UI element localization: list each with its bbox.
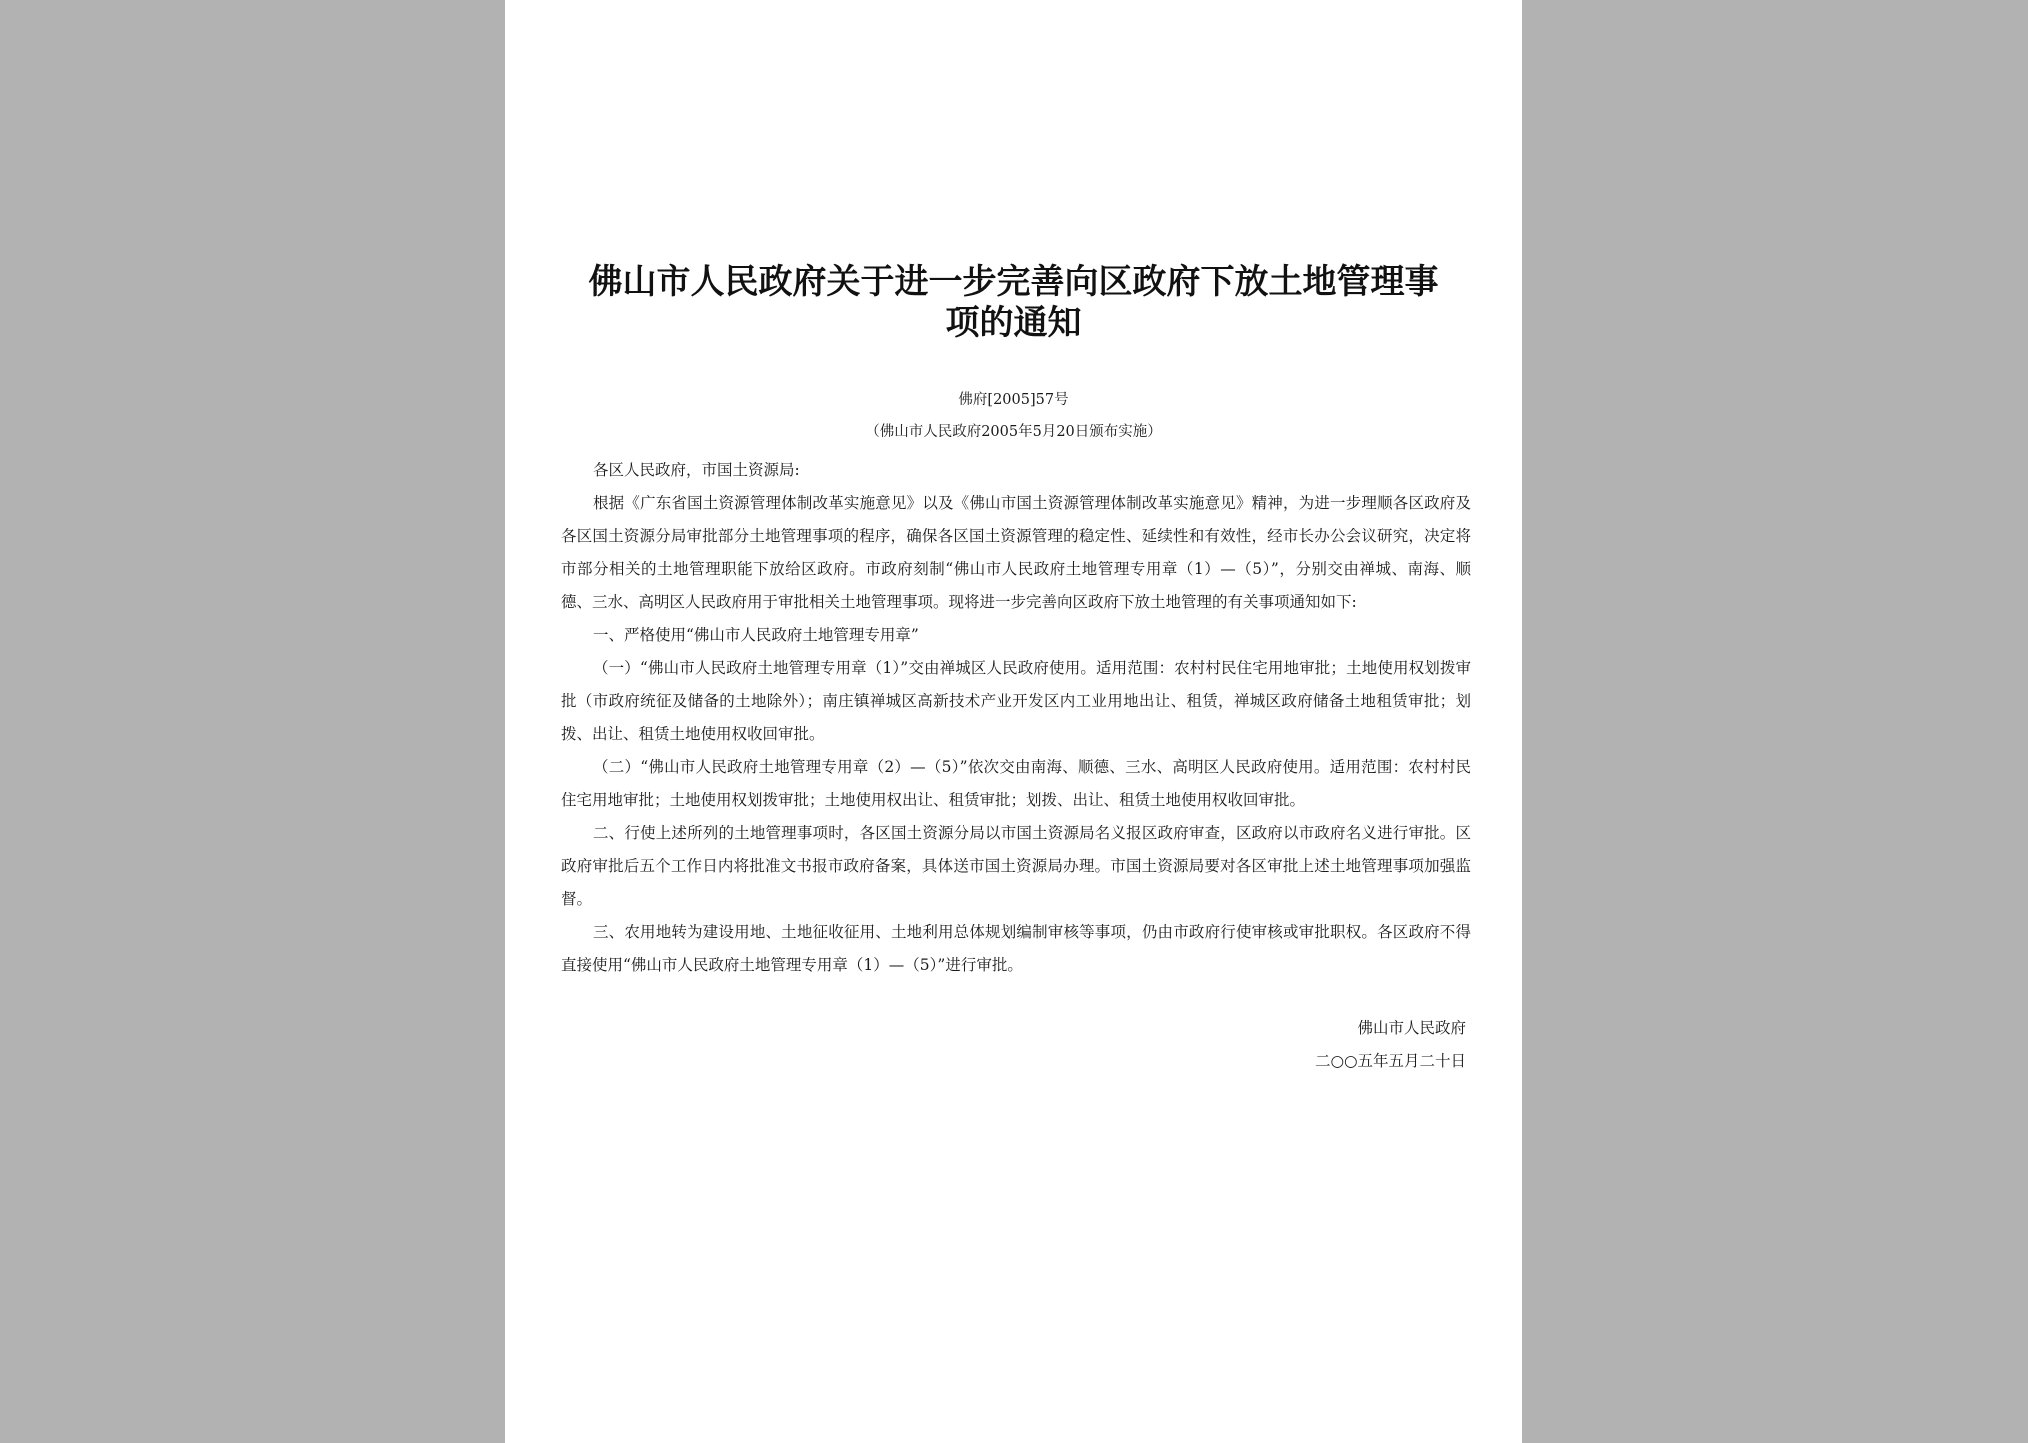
body-paragraph: 根据《广东省国土资源管理体制改革实施意见》以及《佛山市国土资源管理体制改革实施意见》精神，为进一步理顺各区政府及各区国土资源分局审批部分土地管理事项的程序，确保各区国土资源管理的稳定性、延续性和有效性，经市长办公会议研究，决定将市部分相关的土地管理职能下放给区政府。市政府刻制“佛山市人民政府土地管理专用章（1）—（5）”，分别交由禅城、南海、顺德、三水、高明区人民政府用于审批相关土地管理事项。现将进一步完善向区政府下放土地管理的有关事项通知如下: (561, 494, 1471, 611)
body-paragraph: （二）“佛山市人民政府土地管理专用章（2）—（5）”依次交由南海、顺德、三水、高明区人民政府使用。适用范围：农村村民住宅用地审批；土地使用权划拨审批；土地使用权出让、租赁审批；划拨、出让、租赁土地使用权收回审批。 (561, 758, 1471, 809)
body-paragraph: 二、行使上述所列的土地管理事项时，各区国土资源分局以市国土资源局名义报区政府审查，区政府以市政府名义进行审批。区政府审批后五个工作日内将批准文书报市政府备案，具体送市国土资源局办理。市国土资源局要对各区审批上述土地管理事项加强监督。 (561, 824, 1471, 908)
body-paragraph: 三、农用地转为建设用地、土地征收征用、土地利用总体规划编制审核等事项，仍由市政府行使审核或审批职权。各区政府不得直接使用“佛山市人民政府土地管理专用章（1）—（5）”进行审批。 (561, 923, 1471, 974)
document-page (505, 0, 1522, 1443)
issued-note: （佛山市人民政府2005年5月20日颁布实施） (865, 424, 1162, 440)
body-paragraph: 一、严格使用“佛山市人民政府土地管理专用章” (593, 626, 919, 644)
salutation: 各区人民政府，市国土资源局: (593, 461, 800, 479)
document-number: 佛府[2005]57号 (958, 392, 1069, 408)
document-body (561, 454, 1471, 982)
signature-block (1315, 1012, 1466, 1078)
signatory: 佛山市人民政府 (1357, 1019, 1466, 1037)
body-paragraph: （一）“佛山市人民政府土地管理专用章（1）”交由禅城区人民政府使用。适用范围：农村村民住宅用地审批；土地使用权划拨审批（市政府统征及储备的土地除外）；南庄镇禅城区高新技术产业开发区内工业用地出让、租赁，禅城区政府储备土地租赁审批；划拨、出让、租赁土地使用权收回审批。 (561, 659, 1471, 743)
issue-date: 二○○五年五月二十日 (1314, 1052, 1466, 1070)
document-title: 佛山市人民政府关于进一步完善向区政府下放土地管理事项的通知 (588, 262, 1439, 343)
